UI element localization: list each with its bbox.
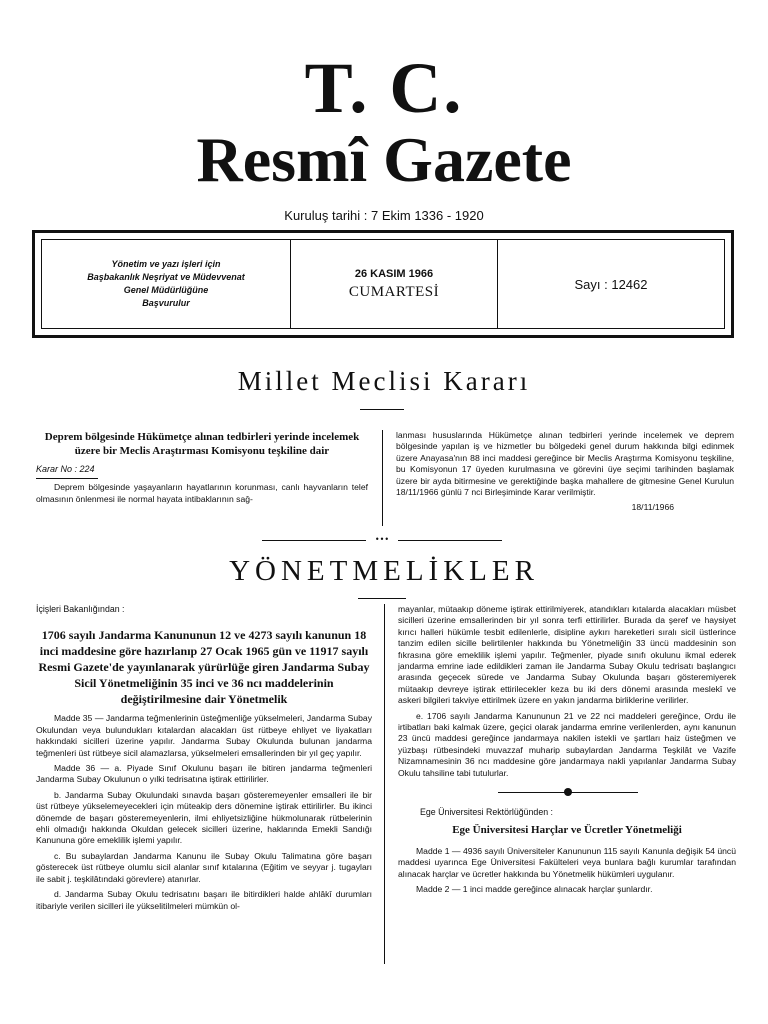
regulation-headline: 1706 sayılı Jandarma Kanununun 12 ve 4273 sayılı kanunun 18 inci maddesine göre hazırlanıp 27 Ocak 1965 gün ve 11917 sayılı Resmi Gazete'de yayınlanarak yürürlüğe giren Jandarma Subay Sicil Yönetmeliğinin 35 inci ve 36 ncı maddelerinin değiştirilmesine dair Yönetmelik bbox=[38, 628, 370, 707]
admin-line: Genel Müdürlüğüne bbox=[123, 285, 209, 295]
separator-dot bbox=[564, 788, 572, 796]
column-divider bbox=[382, 430, 383, 526]
paragraph: mayanlar, mütaakıp döneme iştirak ettirilmiyerek, atandıkları kıtalarda alacakları müsbet sicilleri üzerine emsallerinden bir yıl sonra terfi ettirilirler. Burada da şeref ve haysiyet kırıcı halleri hükümle tesbit edilenlerle, disipline aykırı hareketleri sıralı sicil üstlerince tanzim edilen sicille belirtilenler hakkında bu Yönetmeliğin 33 üncü maddesinin son fıkrasına göre emeklilik işlemi yapılır. Teğmenler, piyade sınıfı okulunu ikmal ederek jandarma emrine iade edildikleri zaman ile Jandarma Subay Okulu tedrisatı başlangıcı arasında geçecek sürede ve Jandarma Subay Okulunda başarı gösteremiyerek mütaakıp devreye iştirak ettirilecekler keza bu iki ders dönemi arasında meslekî ve askeri bilgileri takviye ettirilmek üzere en yakın jandarma birliklerine verilirler. bbox=[398, 604, 736, 706]
founded-date: Kuruluş tarihi : 7 Ekim 1336 - 1920 bbox=[284, 208, 484, 223]
section1-left-column bbox=[36, 430, 368, 509]
admin-line: Başvurulur bbox=[142, 298, 190, 308]
separator-dots: ••• bbox=[374, 535, 390, 544]
title-rule bbox=[360, 409, 404, 410]
decision-headline: Deprem bölgesinde Hükümetçe alınan tedbirleri yerinde incelemek üzere bir Meclis Araştırması Komisyonu teşkiline dair bbox=[44, 431, 360, 457]
ministry-name: İçişleri Bakanlığından : bbox=[36, 604, 125, 614]
title-rule bbox=[358, 598, 406, 599]
issue-date-cell bbox=[291, 240, 498, 328]
column-divider bbox=[384, 604, 385, 964]
info-box bbox=[32, 230, 734, 338]
paragraph: e. 1706 sayılı Jandarma Kanununun 21 ve 22 nci maddeleri gereğince, Ordu ile irtibatları baki kalmak üzere, geçici olarak jandarma emrine verilenlerden, aynı kanunun 23 üncü maddesi gereğince jandarmaya nakilen istekli ve şartları haiz üsteğmen ve yüzbaşı rütbesindeki muvazzaf muharip subaylardan Jandarma Teşkilât ve Vazife Nizamnamesinin 36 ncı maddesine göre jandarmaya nakli yapılanlar Jandarma Subay Okulu tahsiline tabi tutulurlar. bbox=[398, 710, 736, 778]
masthead-title: Resmî Gazete bbox=[196, 124, 572, 195]
section-title-meclis: Millet Meclisi Kararı bbox=[237, 366, 531, 396]
ege-separator bbox=[398, 783, 736, 801]
separator-rule-right bbox=[398, 540, 502, 541]
decision-text-right: lanması hususlarında Hükümetçe alınan tedbirleri yerinde incelemek ve deprem bölgesinde yapılan iş ve hizmetler bu bölgedeki genel durum hakkında bilgi edinmek üzere Anayasa'nın 88 inci maddesi gereğince bir Meclis Araştırma Komisyonu teşkiline, bu Komisyonun 17 üyeden kurulmasına ve görevini üye seçimi tarihinden başlamak üzere bir ayda bitirmesine ve gerektiğinde başka mahallere de gitmesine Genel Kurulun 18/11/1966 günlü 7 nci Birleşiminde Karar verilmiştir. bbox=[396, 430, 734, 498]
separator-rule-left bbox=[262, 540, 366, 541]
issue-number-cell bbox=[498, 240, 724, 328]
section1-right-column bbox=[396, 430, 734, 514]
paragraph: Madde 2 — 1 inci madde gereğince alınacak harçlar şunlardır. bbox=[416, 884, 653, 895]
issue-date: 26 KASIM 1966 bbox=[354, 267, 434, 280]
decision-text-left: Deprem bölgesinde yaşayanların hayatlarının korunması, canlı hayvanların telef olmasının önlenmesi ile normal hayata intibaklarının sağ- bbox=[36, 482, 368, 504]
paragraph: b. Jandarma Subay Okulundaki sınavda başarı gösteremeyenler emsalleri ile bir üst rütbeye yükselemeyecekleri için müteakip ders dönemine iştirak ettirilirler. Bu ikinci dönemde de başarı gösteremeyenlerin, ilmi ehliyetsizliğine hükmolunarak rütbelerinin ehli olmadığı hakkında Okuldan gelecek sicilleri üzerine, haklarında Emekli Sandığı Kanununa göre emeklilik işlemi yapılır. bbox=[36, 789, 372, 846]
paragraph: Madde 36 — a. Piyade Sınıf Okulunu başarı ile bitiren jandarma teğmenleri Jandarma Subay Okulunun o yılki tedrisatına iştirak ettirilirler. bbox=[36, 763, 372, 785]
ege-regulation-title: Ege Üniversitesi Harçlar ve Ücretler Yönetmeliği bbox=[452, 823, 682, 836]
section2-left-column bbox=[36, 604, 372, 916]
ege-ministry: Ege Üniversitesi Rektörlüğünden : bbox=[420, 807, 554, 818]
issue-day: CUMARTESİ bbox=[348, 283, 440, 300]
section2-right-column bbox=[398, 604, 736, 900]
section-title-yonetmelikler: YÖNETMELİKLER bbox=[229, 555, 539, 587]
karar-no: Karar No : 224 bbox=[36, 464, 98, 479]
paragraph: c. Bu subaylardan Jandarma Kanunu ile Subay Okulu Talimatına göre başarı gösterecek üst rütbeye olumlu sicil alanlar sınıf kıtalarına (Eğitim ve seyyar j. tugayları ile sabit j. teşkilâtındaki görevlere) atanırlar. bbox=[36, 850, 372, 884]
paragraph: d. Jandarma Subay Okulu tedrisatını başarı ile bitirdikleri halde ahlâkî durumları itibariyle verilen sicilleri ile yükselitilmeleri mümkün ol- bbox=[36, 889, 372, 911]
paragraph: Madde 1 — 4936 sayılı Üniversiteler Kanununun 115 sayılı Kanunla değişik 54 üncü maddesi uyarınca Ege Üniversitesi Fakülteleri veya bunlara bağlı kurumlar tarafından alınacak harçlar ve ücretler hakkında bu Yönetmelik hükümleri uygulanır. bbox=[398, 845, 736, 879]
admin-notice bbox=[42, 240, 291, 328]
masthead-tc: T. C. bbox=[304, 48, 464, 128]
paragraph: Madde 35 — Jandarma teğmenlerinin üsteğmenliğe yükselmeleri, Jandarma Subay Okulundan veya bulundukları kıtalardan alacakları üst rütbeye ehliyet ve liyakatları hakkındaki sicilleri üzerine yapılır. Jandarma Subay Okulunda bulunan jandarma teğmenleri üst rütbeye sicil alamazlarsa, yükselmeleri emsallerinden bir yıl geç yapılır. bbox=[36, 713, 372, 758]
decision-date: 18/11/1966 bbox=[631, 502, 674, 513]
admin-line: Başbakanlık Neşriyat ve Müdevvenat bbox=[87, 272, 245, 282]
admin-line: Yönetim ve yazı işleri için bbox=[111, 259, 221, 269]
issue-number: Sayı : 12462 bbox=[574, 276, 648, 292]
